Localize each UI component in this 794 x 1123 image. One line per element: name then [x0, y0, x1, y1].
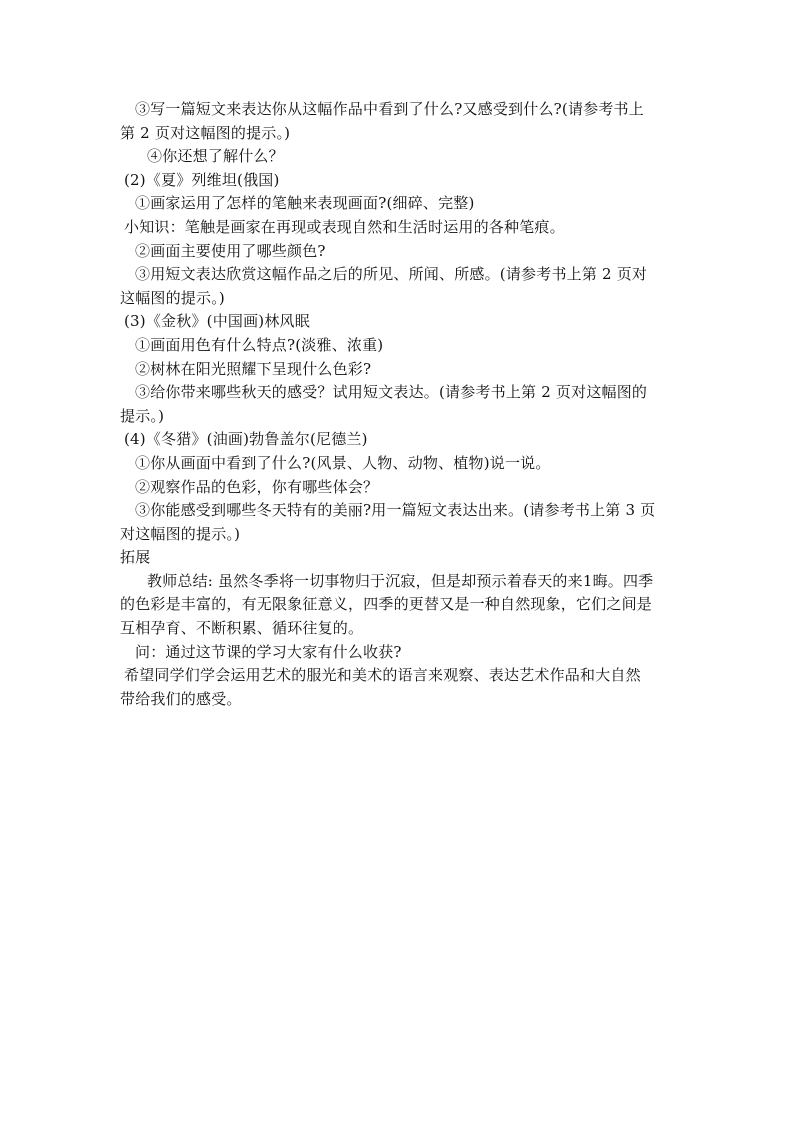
section-4-heading: (4)《冬猎》(油画)勃鲁盖尔(尼德兰)	[124, 430, 368, 449]
section-3-question-3-continuation: 提示。)	[120, 406, 165, 425]
section-2-question-1: ①画家运用了怎样的笔触来表现画面?(细碎、完整)	[135, 194, 475, 213]
section-4-question-3: ③你能感受到哪些冬天特有的美丽?用一篇短文表达出来。(请参考书上第 3 页	[135, 501, 656, 520]
section-2-question-2: ②画面主要使用了哪些颜色?	[135, 241, 326, 260]
section-3-question-1: ①画面用色有什么特点?(淡雅、浓重)	[135, 335, 384, 354]
lesson-text	[120, 98, 680, 711]
section-3-question-3: ③给你带来哪些秋天的感受？试用短文表达。(请参考书上第 2 页对这幅图的	[135, 383, 648, 402]
section-2-question-3: ③用短文表达欣赏这幅作品之后的所见、所闻、所感。(请参考书上第 2 页对	[135, 265, 648, 284]
section-2-question-3-continuation: 这幅图的提示。)	[120, 288, 225, 307]
section-3-heading: (3)《金秋》(中国画)林风眠	[124, 312, 310, 331]
question-4: ④你还想了解什么？	[147, 147, 284, 166]
extension-heading: 拓展	[120, 548, 151, 567]
teacher-summary-line-3: 互相孕育、不断积累、循环往复的。	[120, 619, 364, 638]
question-3-continuation: 第 2 页对这幅图的提示。)	[120, 123, 291, 142]
question-harvest: 问：通过这节课的学习大家有什么收获?	[135, 642, 402, 661]
section-4-question-2: ②观察作品的色彩，你有哪些体会？	[135, 477, 379, 496]
question-3-summer-intro: ③写一篇短文来表达你从这幅作品中看到了什么?又感受到什么?(请参考书上	[135, 100, 644, 118]
closing-wish-continuation: 带给我们的感受。	[120, 689, 242, 708]
teacher-summary-line-2: 的色彩是丰富的，有无限象征意义，四季的更替又是一种自然现象，它们之间是	[120, 595, 653, 614]
section-4-question-1: ①你从画面中看到了什么?(风景、人物、动物、植物)说一说。	[135, 453, 551, 472]
section-4-question-3-continuation: 对这幅图的提示。)	[120, 524, 241, 543]
teacher-summary: 教师总结: 虽然冬季将一切事物归于沉寂，但是却预示着春天的来1晦。四季	[147, 571, 654, 590]
section-2-heading: (2)《夏》列维坦(俄国)	[124, 170, 280, 189]
closing-wish: 希望同学们学会运用艺术的服光和美术的语言来观察、表达艺术作品和大自然	[124, 666, 641, 685]
tip-paragraph: 小知识：笔触是画家在再现或表现自然和生活时运用的各种笔痕。	[124, 217, 565, 236]
section-3-question-2: ②树林在阳光照耀下呈现什么色彩?	[135, 359, 372, 378]
